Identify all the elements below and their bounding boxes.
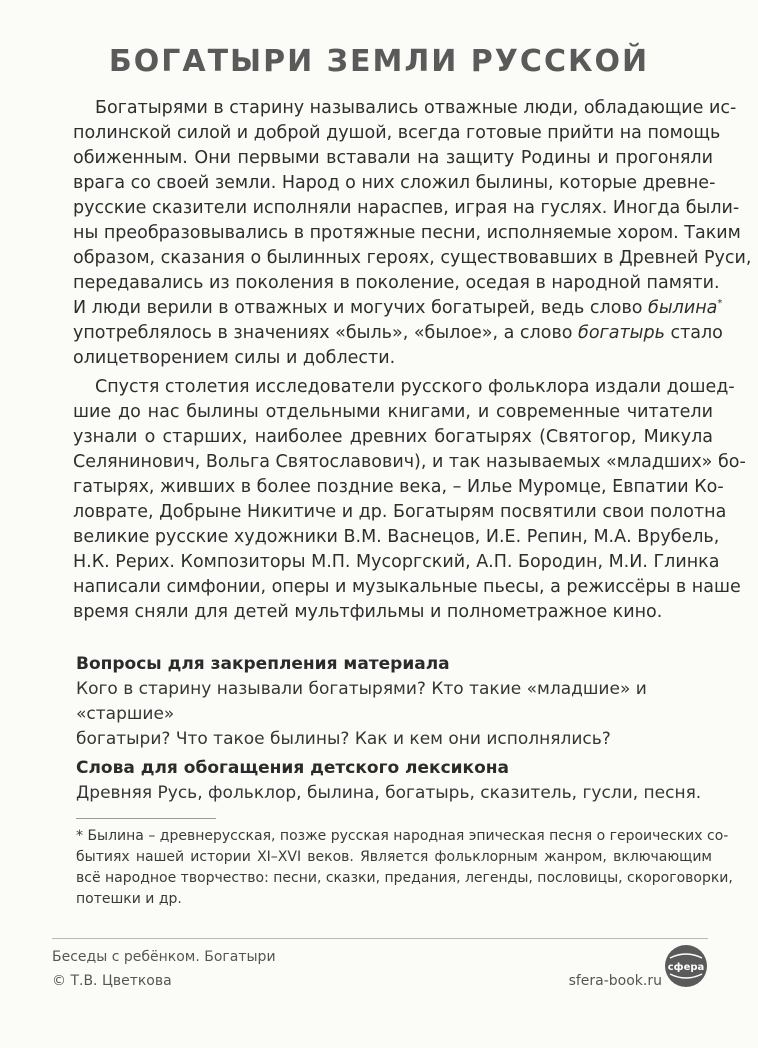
logo-text: сфера xyxy=(667,962,705,973)
vocabulary-heading: Слова для обогащения детского лексикона xyxy=(76,758,509,778)
text-line xyxy=(73,321,723,346)
footer-series-title: Беседы с ребёнком. Богатыри xyxy=(52,949,276,965)
publisher-logo xyxy=(664,944,708,988)
text-line: русские сказители исполняли нараспев, играя на гуслях. Иногда были- xyxy=(73,198,740,218)
text-line: время сняли для детей мультфильмы и полнометражное кино. xyxy=(73,602,663,622)
text-line: олицетворением силы и доблести. xyxy=(73,348,396,368)
footnote-divider xyxy=(76,818,216,819)
text-line: гатырях, живших в более поздние века, – Илье Муромце, Евпатии Ко- xyxy=(73,477,724,497)
article-body xyxy=(73,96,752,625)
text-line: великие русские художники В.М. Васнецов, И.Е. Репин, М.А. Врубель, xyxy=(73,527,720,547)
footer-divider xyxy=(52,938,708,939)
text-line: передавались из поколения в поколение, оседая в народной памяти. xyxy=(73,273,720,293)
text-line: Богатырями в старину назывались отважные люди, обладающие ис- xyxy=(95,98,737,118)
footnote-marker: * xyxy=(717,298,723,310)
text-line: врага со своей земли. Народ о них сложил былины, которые древне- xyxy=(73,173,716,193)
vocabulary-text: Древняя Русь, фольклор, былина, богатырь, сказитель, гусли, песня. xyxy=(76,783,702,803)
vocabulary-block xyxy=(76,756,716,806)
footnote-line: * Былина – древнерусская, позже русская народная эпическая песня о героических со- xyxy=(76,828,729,844)
text-line: написали симфонии, оперы и музыкальные пьесы, а режиссёры в наше xyxy=(73,577,741,597)
text-line: Селянинович, Вольга Святославович), и так называемых «младших» бо- xyxy=(73,452,746,472)
question-line: Кого в старину называли богатырями? Кто такие «младшие» и «старшие» xyxy=(76,679,647,724)
footer-copyright: © Т.В. Цветкова xyxy=(52,973,172,989)
footnote-line: потешки и др. xyxy=(76,891,182,907)
text-segment: И люди верили в отважных и могучих богатырей, ведь слово xyxy=(73,298,649,318)
page-title: БОГАТЫРИ ЗЕМЛИ РУССКОЙ xyxy=(108,44,650,79)
footnote-line: бытиях нашей истории XI–XVI веков. Является фольклорным жанром, включающим xyxy=(76,849,712,865)
footer-website: sfera-book.ru xyxy=(568,973,662,989)
text-line: ловрате, Добрыне Никитиче и др. Богатырям посвятили свои полотна xyxy=(73,502,727,522)
italic-term: богатырь xyxy=(578,323,665,343)
paragraph-2 xyxy=(73,375,746,625)
text-line: ны преобразовывались в протяжные песни, исполняемые хором. Таким xyxy=(73,223,741,243)
questions-heading: Вопросы для закрепления материала xyxy=(76,654,450,674)
paragraph-1 xyxy=(73,96,752,371)
text-line: Н.К. Рерих. Композиторы М.П. Мусоргский, А.П. Бородин, М.И. Глинка xyxy=(73,552,720,572)
text-line xyxy=(73,296,723,321)
text-line: полинской силой и доброй душой, всегда готовые прийти на помощь xyxy=(73,123,721,143)
text-segment: стало xyxy=(664,323,723,343)
text-line: образом, сказания о былинных героях, существовавших в Древней Руси, xyxy=(73,248,752,268)
review-questions xyxy=(76,652,716,752)
footnote xyxy=(76,826,733,910)
text-segment: употреблялось в значениях «быль», «былое», а слово xyxy=(73,323,579,343)
text-line: узнали о старших, наиболее древних богатырях (Святогор, Микула xyxy=(73,427,713,447)
footnote-line: всё народное творчество: песни, сказки, предания, легенды, пословицы, скороговорки, xyxy=(76,870,733,886)
text-line: обиженным. Они первыми вставали на защиту Родины и прогоняли xyxy=(73,148,713,168)
italic-term: былина xyxy=(648,298,718,318)
question-line: богатыри? Что такое былины? Как и кем они исполнялись? xyxy=(76,729,611,749)
text-line: Спустя столетия исследователи русского фольклора издали дошед- xyxy=(95,377,735,397)
text-line: шие до нас былины отдельными книгами, и современные читатели xyxy=(73,402,713,422)
questions-section xyxy=(76,652,716,806)
